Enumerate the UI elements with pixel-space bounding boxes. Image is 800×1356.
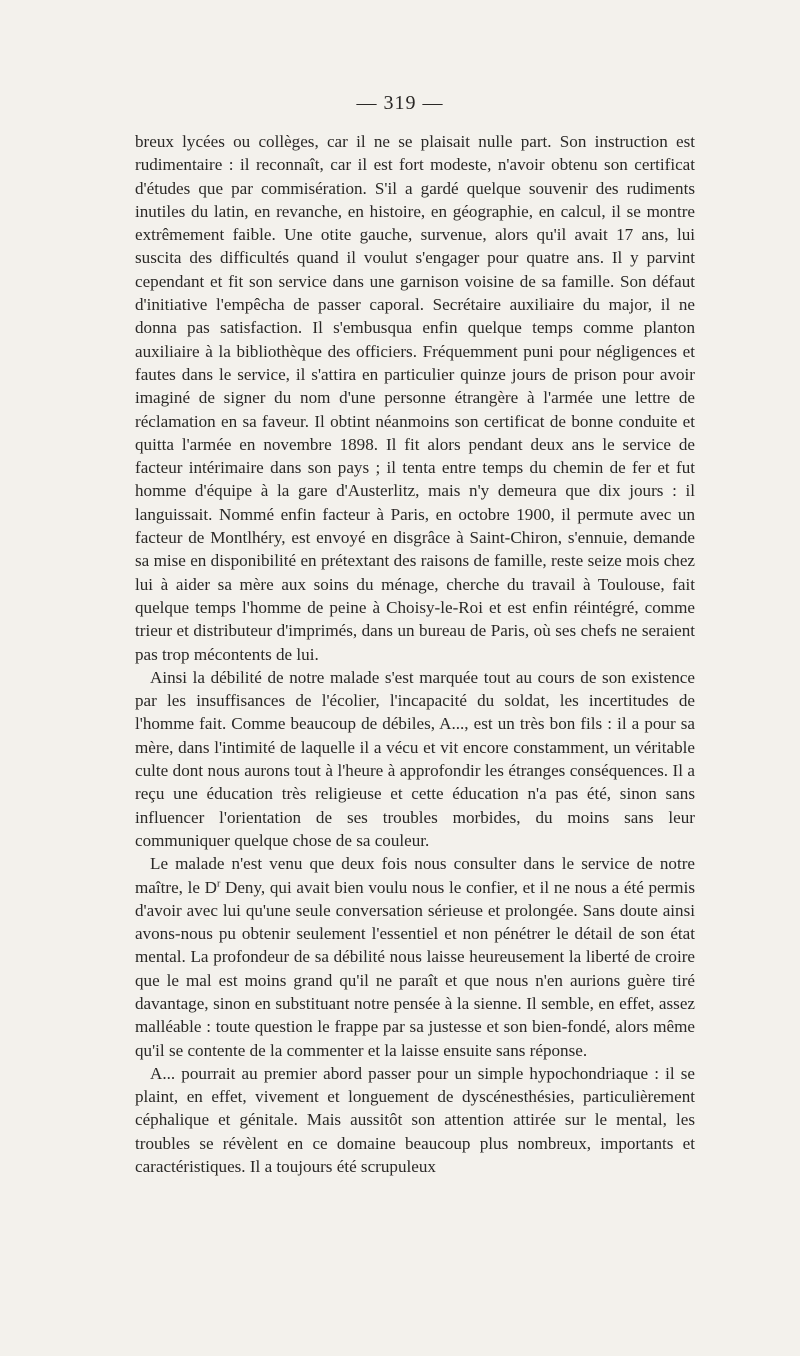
paragraph: Ainsi la débilité de notre malade s'est marquée tout au cours de son existence par les insuffisances de l'écolier, l'incapacité du soldat, les incertitudes de l'homme fait. Comme beaucoup de débiles, A..., est un très bon fils : il a pour sa mère, dans l'intimité de laquelle il a vécu et vit encore constamment, un véritable culte dont nous aurons tout à l'heure à approfondir les étranges conséquences. Il a reçu une éducation très religieuse et cette éducation n'a pas été, sinon sans influencer l'orientation de ses troubles morbides, du moins sans leur communiquer quelque chose de sa couleur. (135, 667, 695, 850)
paragraph-text: Le malade n'est venu que deux fois nous consulter dans le service de notre maître, le D (135, 854, 695, 897)
superscript: r (216, 877, 221, 889)
paragraph: A... pourrait au premier abord passer pour un simple hypochondriaque : il se plaint, en effet, vivement et longuement de dyscénesthésies, particulièrement céphalique et génitale. Mais aussitôt son attention attirée sur le mental, les troubles se révèlent en ce domaine beaucoup plus nombreux, importants et caractéristiques. Il a toujours été scrupuleux (135, 1063, 695, 1177)
page-number: — 319 — (356, 92, 444, 114)
body-text (135, 130, 695, 1178)
paragraph (135, 852, 695, 1062)
paragraph-text: Deny, qui avait bien voulu nous le confier, et il ne nous a été permis d'avoir avec lui qu'une seule conversation sérieuse et prolongée. Sans doute ainsi avons-nous pu obtenir seulement l'essentiel et non pénétrer le détail de son état mental. La profondeur de sa débilité nous laisse heureusement la liberté de croire que le mal est moins grand qu'il ne paraît et que nous n'en aurions guère tiré davantage, sinon en substituant notre pensée à la sienne. Il semble, en effet, assez malléable : toute question le frappe par sa justesse et son bien-fondé, alors même qu'il se contente de la commenter et la laisse ensuite sans réponse. (135, 877, 695, 1060)
paragraph: breux lycées ou collèges, car il ne se plaisait nulle part. Son instruction est rudimentaire : il reconnaît, car il est fort modeste, n'avoir obtenu son certificat d'études que par commisération. S'il a gardé quelque souvenir des rudiments inutiles du latin, en revanche, en histoire, en géographie, en calcul, il se montre extrêmement faible. Une otite gauche, survenue, alors qu'il avait 17 ans, lui suscita des difficultés quand il voulut s'engager pour quatre ans. Il y parvint cependant et fit son service dans une garnison voisine de sa famille. Son défaut d'initiative l'empêcha de passer caporal. Secrétaire auxiliaire du major, il ne donna pas satisfaction. Il s'embusqua enfin quelque temps comme planton auxiliaire à la bibliothèque des officiers. Fréquemment puni pour négligences et fautes dans le service, il s'attira en particulier quinze jours de prison pour avoir imaginé de signer du nom d'une personne étrangère à l'armée une lettre de réclamation en sa faveur. Il obtint néanmoins son certificat de bonne conduite et quitta l'armée en novembre 1898. Il fit alors pendant deux ans le service de facteur intérimaire dans son pays ; il tenta entre temps du chemin de fer et fut homme d'équipe à la gare d'Austerlitz, mais n'y demeura que dix jours : il languissait. Nommé enfin facteur à Paris, en octobre 1900, il permute avec un facteur de Montlhéry, est envoyé en disgrâce à Saint-Chiron, s'ennuie, demande sa mise en disponibilité en prétextant des raisons de famille, reste seize mois chez lui à aider sa mère aux soins du ménage, cherche du travail à Toulouse, fait quelque temps l'homme de peine à Choisy-le-Roi et est enfin réintégré, comme trieur et distributeur d'imprimés, dans un bureau de Paris, où ses chefs ne seraient pas trop mécontents de lui. (135, 132, 695, 664)
